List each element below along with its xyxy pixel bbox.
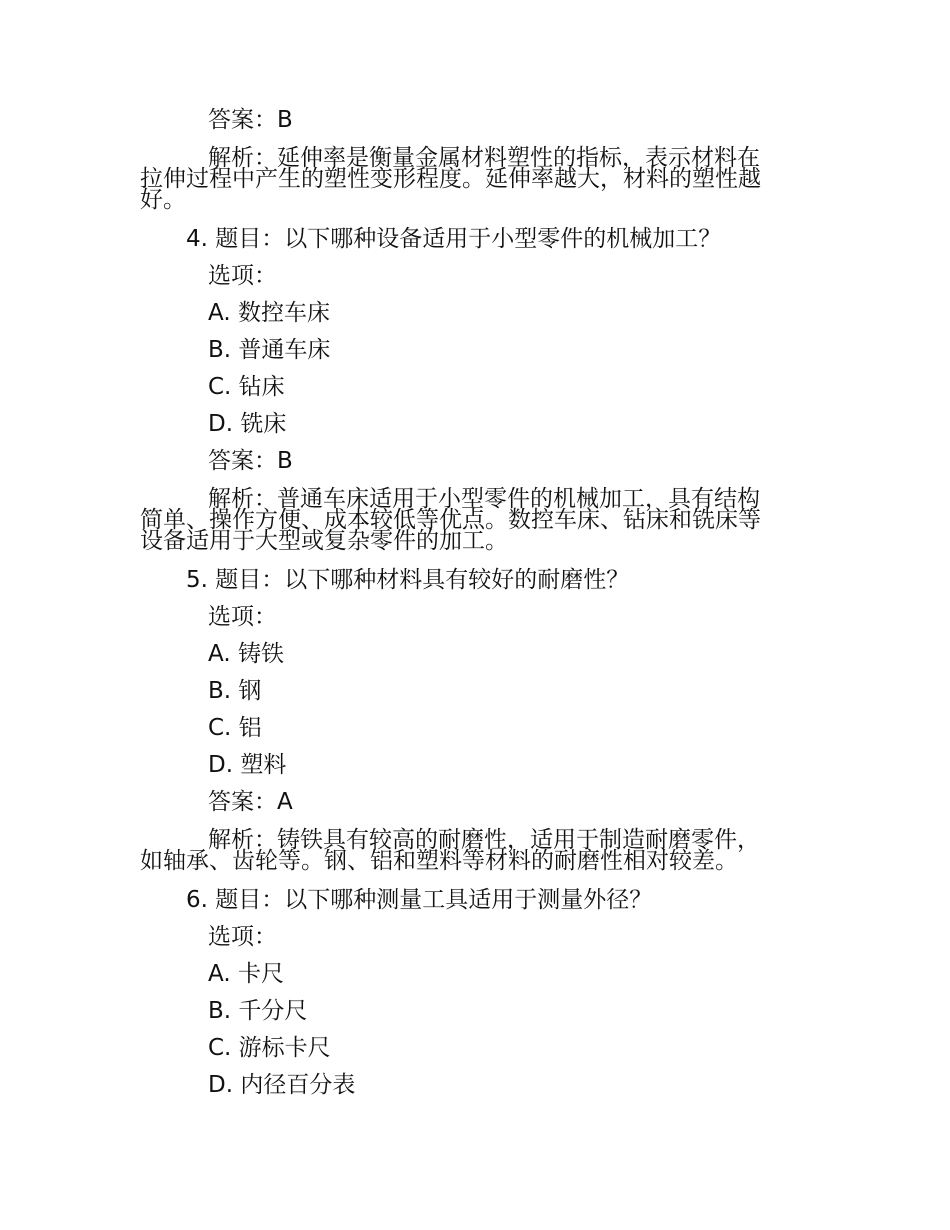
question-4-explanation [140, 486, 815, 554]
question-6-option-c: C. 游标卡尺 [208, 1035, 331, 1061]
question-5-option-d: D. 塑料 [208, 752, 287, 778]
question-5-option-b: B. 钢 [208, 678, 262, 704]
explanation-q3-line2: 拉伸过程中产生的塑性变形程度。延伸率越大，材料的塑性越 [140, 166, 761, 192]
question-5-title: 5. 题目：以下哪种材料具有较好的耐磨性？ [186, 567, 630, 593]
question-5-answer: 答案：A [208, 789, 293, 815]
question-6-title: 6. 题目：以下哪种测量工具适用于测量外径？ [186, 887, 653, 913]
question-5-options-label: 选项： [208, 604, 277, 630]
question-4-option-d: D. 铣床 [208, 411, 287, 437]
question-6-option-b: B. 千分尺 [208, 998, 308, 1024]
question-6-option-a: A. 卡尺 [208, 961, 284, 987]
question-6-options-label: 选项： [208, 924, 277, 950]
question-4-answer: 答案：B [208, 448, 293, 474]
question-4-option-a: A. 数控车床 [208, 300, 330, 326]
question-4-title: 4. 题目：以下哪种设备适用于小型零件的机械加工？ [186, 226, 722, 252]
explanation-q3 [140, 145, 815, 213]
explanation-q3-line3: 好。 [140, 187, 186, 213]
question-6-option-d: D. 内径百分表 [208, 1072, 356, 1098]
explanation-q3-line1: 解析：延伸率是衡量金属材料塑性的指标，表示材料在 [208, 145, 760, 171]
question-5-explanation-line2: 如轴承、齿轮等。钢、铝和塑料等材料的耐磨性相对较差。 [140, 848, 738, 874]
question-4-explanation-line3: 设备适用于大型或复杂零件的加工。 [140, 528, 508, 554]
question-5-option-a: A. 铸铁 [208, 641, 284, 667]
question-5-option-c: C. 铝 [208, 715, 262, 741]
question-4-option-c: C. 钻床 [208, 374, 285, 400]
question-4-explanation-line1: 解析：普通车床适用于小型零件的机械加工，具有结构 [208, 486, 760, 512]
question-4-option-b: B. 普通车床 [208, 337, 331, 363]
question-5-explanation [140, 827, 815, 874]
question-4-explanation-line2: 简单、操作方便、成本较低等优点。数控车床、钻床和铣床等 [140, 507, 761, 533]
question-5-explanation-line1: 解析：铸铁具有较高的耐磨性，适用于制造耐磨零件， [208, 827, 760, 853]
question-4-options-label: 选项： [208, 263, 277, 289]
answer-q3: 答案：B [208, 107, 293, 133]
